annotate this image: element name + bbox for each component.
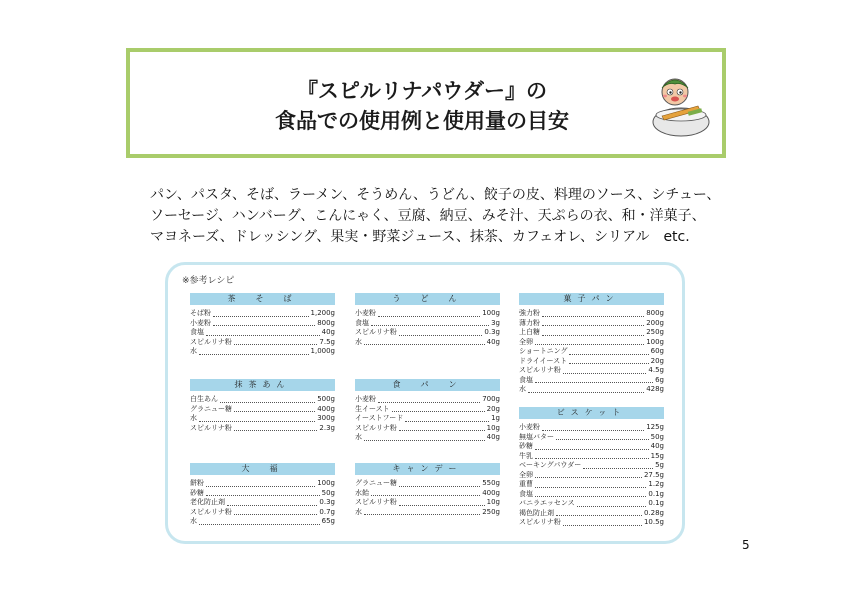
ingredient-row [519, 499, 664, 509]
recipe-title: 食 パ ン [355, 379, 500, 391]
ingredient-row [519, 366, 664, 376]
ingredient-name: スピルリナ粉 [190, 337, 232, 346]
dotted-leader [563, 524, 642, 526]
intro-line-2: ソーセージ、ハンバーグ、こんにゃく、豆腐、納豆、みそ汁、天ぷらの衣、和・洋菓子、 [150, 208, 706, 224]
ingredient-amount: 700g [482, 395, 500, 403]
ingredient-row [519, 509, 664, 519]
ingredient-row [355, 479, 500, 489]
ingredient-name: 水 [355, 433, 362, 441]
dotted-leader [577, 505, 647, 507]
ingredient-amount: 200g [646, 318, 664, 327]
dotted-leader [528, 391, 644, 393]
ingredient-row [519, 433, 664, 443]
ingredient-amount: 10g [486, 423, 500, 432]
recipe-column-1 [190, 293, 335, 543]
dotted-leader [378, 401, 480, 403]
ingredient-name: 小麦粉 [190, 318, 211, 327]
ingredient-name: グラニュー糖 [355, 479, 397, 487]
ingredient-amount: 65g [321, 517, 335, 525]
dotted-leader [364, 513, 480, 515]
ingredient-name: 餅粉 [190, 479, 204, 487]
ingredient-row [355, 328, 500, 338]
ingredient-name: 上白糖 [519, 328, 540, 336]
ingredient-amount: 1,000g [310, 347, 335, 355]
ingredient-amount: 40g [650, 442, 664, 450]
ingredient-name: ベーキングパウダー [519, 461, 582, 469]
ingredient-name: スピルリナ粉 [190, 423, 232, 432]
dotted-leader [378, 315, 480, 317]
dotted-leader [234, 513, 318, 515]
ingredient-name: ショートニング [519, 347, 568, 355]
title-line-1: 『スピルリナパウダー』の [296, 79, 548, 103]
ingredient-row [190, 309, 335, 319]
ingredient-row [355, 309, 500, 319]
ingredient-amount: 0.1g [648, 489, 664, 498]
spirulina-mascot-icon [648, 70, 714, 140]
ingredient-row [355, 433, 500, 443]
dotted-leader [206, 485, 315, 487]
dotted-leader [556, 438, 649, 440]
ingredient-name: 強力粉 [519, 309, 540, 317]
ingredient-amount: 2.3g [319, 423, 335, 432]
ingredient-name: 小麦粉 [355, 395, 376, 403]
ingredient-amount: 800g [646, 309, 664, 317]
ingredient-amount: 0.1g [648, 499, 664, 507]
ingredient-amount: 40g [486, 337, 500, 346]
ingredient-row [190, 517, 335, 527]
ingredient-name: 全卵 [519, 337, 533, 346]
ingredient-row [190, 508, 335, 518]
ingredient-row [190, 414, 335, 424]
title-line-2: 食品での使用例と使用量の目安 [275, 109, 569, 133]
ingredient-name: 牛乳 [519, 451, 533, 460]
ingredient-amount: 125g [646, 423, 664, 431]
ingredient-amount: 20g [486, 404, 500, 413]
dotted-leader [213, 324, 315, 326]
ingredient-row [355, 338, 500, 348]
ingredient-row [190, 479, 335, 489]
ingredient-name: 小麦粉 [519, 423, 540, 431]
ingredient-name: 褐色防止剤 [519, 508, 554, 517]
usage-examples-text [150, 185, 730, 248]
ingredient-name: そば粉 [190, 309, 211, 317]
ingredient-row [519, 480, 664, 490]
ingredient-amount: 250g [482, 507, 500, 516]
dotted-leader [583, 467, 653, 469]
ingredient-name: 食塩 [190, 328, 204, 336]
ingredient-row [519, 442, 664, 452]
ingredient-amount: 400g [317, 404, 335, 413]
ingredient-name: 水飴 [355, 488, 369, 497]
ingredient-amount: 1.2g [648, 480, 664, 488]
ingredient-name: 食塩 [355, 318, 369, 327]
page-title [222, 76, 622, 136]
recipe-card [355, 463, 500, 517]
ingredient-amount: 1g [491, 414, 500, 422]
page-number: 5 [742, 538, 750, 552]
ingredient-amount: 500g [317, 395, 335, 403]
ingredient-row [355, 395, 500, 405]
ingredient-row [519, 328, 664, 338]
ingredient-amount: 0.3g [484, 328, 500, 336]
ingredient-name: 薄力粉 [519, 318, 540, 327]
ingredient-name: スピルリナ粉 [519, 518, 561, 526]
ingredient-row [519, 490, 664, 500]
ingredient-amount: 40g [486, 433, 500, 441]
recipe-card [190, 463, 335, 527]
ingredient-row [519, 309, 664, 319]
ingredient-row [519, 338, 664, 348]
dotted-leader [556, 514, 642, 516]
ingredient-amount: 15g [650, 451, 664, 460]
dotted-leader [535, 495, 646, 497]
dotted-leader [206, 494, 320, 496]
ingredient-row [519, 471, 664, 481]
dotted-leader [542, 334, 644, 336]
dotted-leader [535, 486, 646, 488]
ingredient-row [190, 338, 335, 348]
ingredient-amount: 7.5g [319, 337, 335, 346]
ingredient-row [190, 405, 335, 415]
ingredient-name: イーストフード [355, 414, 404, 422]
ingredient-name: 水 [190, 414, 197, 422]
ingredient-name: 水 [190, 517, 197, 525]
ingredient-amount: 27.5g [643, 470, 664, 479]
ingredient-name: 生イースト [355, 404, 390, 413]
dotted-leader [535, 457, 649, 459]
ingredient-row [355, 414, 500, 424]
dotted-leader [227, 504, 317, 506]
ingredient-name: スピルリナ粉 [355, 423, 397, 432]
recipe-card [355, 293, 500, 347]
ingredient-row [190, 395, 335, 405]
dotted-leader [535, 448, 649, 450]
ingredient-row [355, 489, 500, 499]
dotted-leader [371, 324, 489, 326]
ingredient-name: グラニュー糖 [190, 404, 232, 413]
ingredient-amount: 6g [655, 375, 664, 384]
ingredient-row [190, 347, 335, 357]
ingredient-row [519, 357, 664, 367]
ingredient-name: 水 [355, 337, 362, 346]
dotted-leader [199, 523, 320, 525]
ingredient-row [519, 452, 664, 462]
ingredient-name: バニラエッセンス [519, 499, 575, 507]
intro-line-1: パン、パスタ、そば、ラーメン、そうめん、うどん、餃子の皮、料理のソース、シチュー、 [150, 187, 721, 203]
dotted-leader [371, 494, 480, 496]
ingredient-name: スピルリナ粉 [355, 498, 397, 506]
ingredient-name: スピルリナ粉 [519, 366, 561, 374]
ingredient-row [519, 347, 664, 357]
dotted-leader [569, 362, 649, 364]
recipe-card [519, 407, 664, 528]
ingredient-name: 食塩 [519, 375, 533, 384]
ingredient-amount: 550g [482, 479, 500, 487]
ingredient-amount: 100g [482, 309, 500, 317]
ingredient-row [355, 319, 500, 329]
ingredient-name: 白生あん [190, 395, 218, 403]
reference-recipes-box [165, 262, 685, 544]
ingredient-row [355, 498, 500, 508]
ingredient-row [190, 489, 335, 499]
recipe-column-2 [355, 293, 500, 543]
dotted-leader [535, 476, 642, 478]
dotted-leader [213, 315, 309, 317]
ingredient-amount: 10.5g [643, 518, 664, 526]
recipe-title: ビスケット [519, 407, 664, 419]
ingredient-amount: 300g [317, 414, 335, 422]
ingredient-amount: 1,200g [310, 309, 335, 317]
ingredient-row [190, 319, 335, 329]
ingredient-amount: 800g [317, 318, 335, 327]
recipe-card [190, 379, 335, 433]
ingredient-row [519, 385, 664, 395]
ingredient-name: 全卵 [519, 470, 533, 479]
dotted-leader [234, 343, 318, 345]
recipe-title: 茶 そ ば [190, 293, 335, 305]
ingredient-amount: 4.5g [648, 366, 664, 374]
recipe-card [519, 293, 664, 395]
ingredient-name: 水 [519, 385, 526, 393]
ingredient-row [355, 424, 500, 434]
dotted-leader [542, 429, 644, 431]
recipe-title: 抹茶あん [190, 379, 335, 391]
ingredient-name: 重曹 [519, 480, 533, 488]
dotted-leader [364, 439, 485, 441]
dotted-leader [199, 353, 309, 355]
recipe-title: 大 福 [190, 463, 335, 475]
ingredient-name: スピルリナ粉 [190, 507, 232, 516]
ingredient-name: 無塩バター [519, 432, 554, 441]
ingredient-amount: 100g [646, 337, 664, 346]
dotted-leader [569, 353, 648, 355]
ingredient-name: 小麦粉 [355, 309, 376, 317]
intro-line-3: マヨネーズ、ドレッシング、果実・野菜ジュース、抹茶、カフェオレ、シリアル etc. [150, 229, 690, 245]
ingredient-amount: 428g [646, 385, 664, 393]
ingredient-amount: 0.7g [319, 507, 335, 516]
ingredient-row [519, 319, 664, 329]
dotted-leader [535, 381, 653, 383]
ingredient-name: 老化防止剤 [190, 498, 225, 506]
dotted-leader [542, 315, 644, 317]
dotted-leader [405, 420, 489, 422]
recipe-heading: ※参考レシピ [182, 276, 235, 286]
dotted-leader [399, 334, 483, 336]
ingredient-name: 水 [355, 507, 362, 516]
ingredient-amount: 5g [655, 461, 664, 469]
dotted-leader [199, 420, 315, 422]
dotted-leader [364, 343, 485, 345]
ingredient-amount: 100g [317, 479, 335, 487]
ingredient-row [190, 424, 335, 434]
recipe-card [190, 293, 335, 357]
dotted-leader [399, 429, 485, 431]
recipe-card [355, 379, 500, 443]
ingredient-amount: 3g [491, 318, 500, 327]
dotted-leader [542, 324, 644, 326]
ingredient-row [519, 518, 664, 528]
dotted-leader [399, 504, 485, 506]
ingredient-amount: 40g [321, 328, 335, 336]
ingredient-amount: 10g [486, 498, 500, 506]
recipe-title: 菓子パン [519, 293, 664, 305]
ingredient-amount: 60g [650, 347, 664, 355]
ingredient-row [355, 405, 500, 415]
ingredient-row [190, 498, 335, 508]
ingredient-name: 砂糖 [190, 488, 204, 497]
ingredient-row [519, 461, 664, 471]
ingredient-amount: 20g [650, 356, 664, 365]
ingredient-row [519, 423, 664, 433]
ingredient-row [190, 328, 335, 338]
title-box [126, 48, 726, 158]
ingredient-name: 砂糖 [519, 442, 533, 450]
dotted-leader [535, 343, 644, 345]
ingredient-name: 水 [190, 347, 197, 355]
dotted-leader [206, 334, 320, 336]
dotted-leader [563, 372, 647, 374]
dotted-leader [392, 410, 485, 412]
dotted-leader [220, 401, 315, 403]
recipe-title: キャンデー [355, 463, 500, 475]
ingredient-row [355, 508, 500, 518]
dotted-leader [234, 429, 318, 431]
ingredient-name: ドライイースト [519, 356, 568, 365]
dotted-leader [399, 485, 480, 487]
recipe-title: う ど ん [355, 293, 500, 305]
recipe-column-3 [519, 293, 664, 543]
dotted-leader [234, 410, 315, 412]
ingredient-amount: 0.3g [319, 498, 335, 506]
ingredient-name: 食塩 [519, 489, 533, 498]
ingredient-name: スピルリナ粉 [355, 328, 397, 336]
ingredient-amount: 50g [650, 432, 664, 441]
ingredient-amount: 250g [646, 328, 664, 336]
ingredient-row [519, 376, 664, 386]
ingredient-amount: 50g [321, 488, 335, 497]
ingredient-amount: 400g [482, 488, 500, 497]
ingredient-amount: 0.28g [643, 508, 664, 517]
